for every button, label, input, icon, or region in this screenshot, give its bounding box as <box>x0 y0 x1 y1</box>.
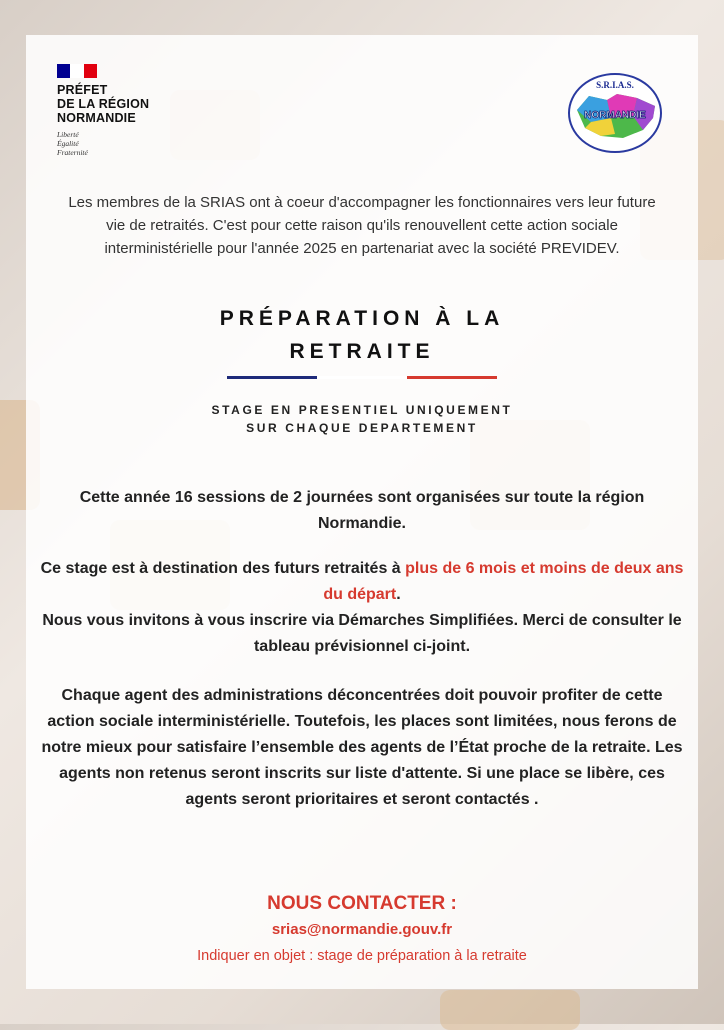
contact-note: Indiquer en objet : stage de préparation à la retraite <box>197 948 527 964</box>
puzzle-piece <box>440 990 580 1030</box>
subtitle: STAGE EN PRESENTIEL UNIQUEMENT SUR CHAQUE DEPARTEMENT <box>211 403 513 435</box>
prefecture-logo <box>57 64 149 157</box>
prefecture-name: PRÉFET DE LA RÉGION NORMANDIE <box>57 83 150 125</box>
tricolor-divider <box>227 376 497 379</box>
svg-text:S.R.I.A.S.: S.R.I.A.S. <box>596 80 634 90</box>
sessions-paragraph: Cette année 16 sessions de 2 journées sont organisées sur toute la région Normandie. <box>79 489 645 532</box>
srias-normandie-logo <box>567 72 663 154</box>
contact-email: srias@normandie.gouv.fr <box>271 921 453 938</box>
contact-title: NOUS CONTACTER : <box>267 893 457 914</box>
marianne-flag-icon <box>57 64 97 78</box>
intro-paragraph: Les membres de la SRIAS ont à coeur d'accompagner les fonctionnaires vers leur future vie de retraités. C'est pour cette raison qu'ils renouvellent cette action sociale interministérielle pour l'année 2025 en partenariat avec la société PREVIDEV. <box>68 194 656 257</box>
eligibility-highlight: plus de 6 mois et moins de deux ans du départ <box>323 560 684 603</box>
page-title: PRÉPARATION À LA RETRAITE <box>219 307 505 363</box>
destination-paragraph: Ce stage est à destination des futurs retraités à plus de 6 mois et moins de deux ans du départ. <box>40 560 684 603</box>
republic-motto: Liberté Égalité Fraternité <box>57 130 88 157</box>
agents-paragraph: Chaque agent des administrations déconcentrées doit pouvoir profiter de cette action sociale interministérielle. Toutefois, les places sont limitées, nous ferons de notre mieux pour satisfaire l’ensemble des agents de l’État proche de la retraite. Les agents non retenus seront inscrits sur liste d'attente. Si une place se libère, ces agents seront prioritaires et seront contactés . <box>41 687 683 808</box>
invite-paragraph: Nous vous invitons à vous inscrire via Démarches Simplifiées. Merci de consulter le tableau prévisionnel ci-joint. <box>42 612 682 655</box>
svg-text:NORMANDIE: NORMANDIE <box>584 110 646 121</box>
